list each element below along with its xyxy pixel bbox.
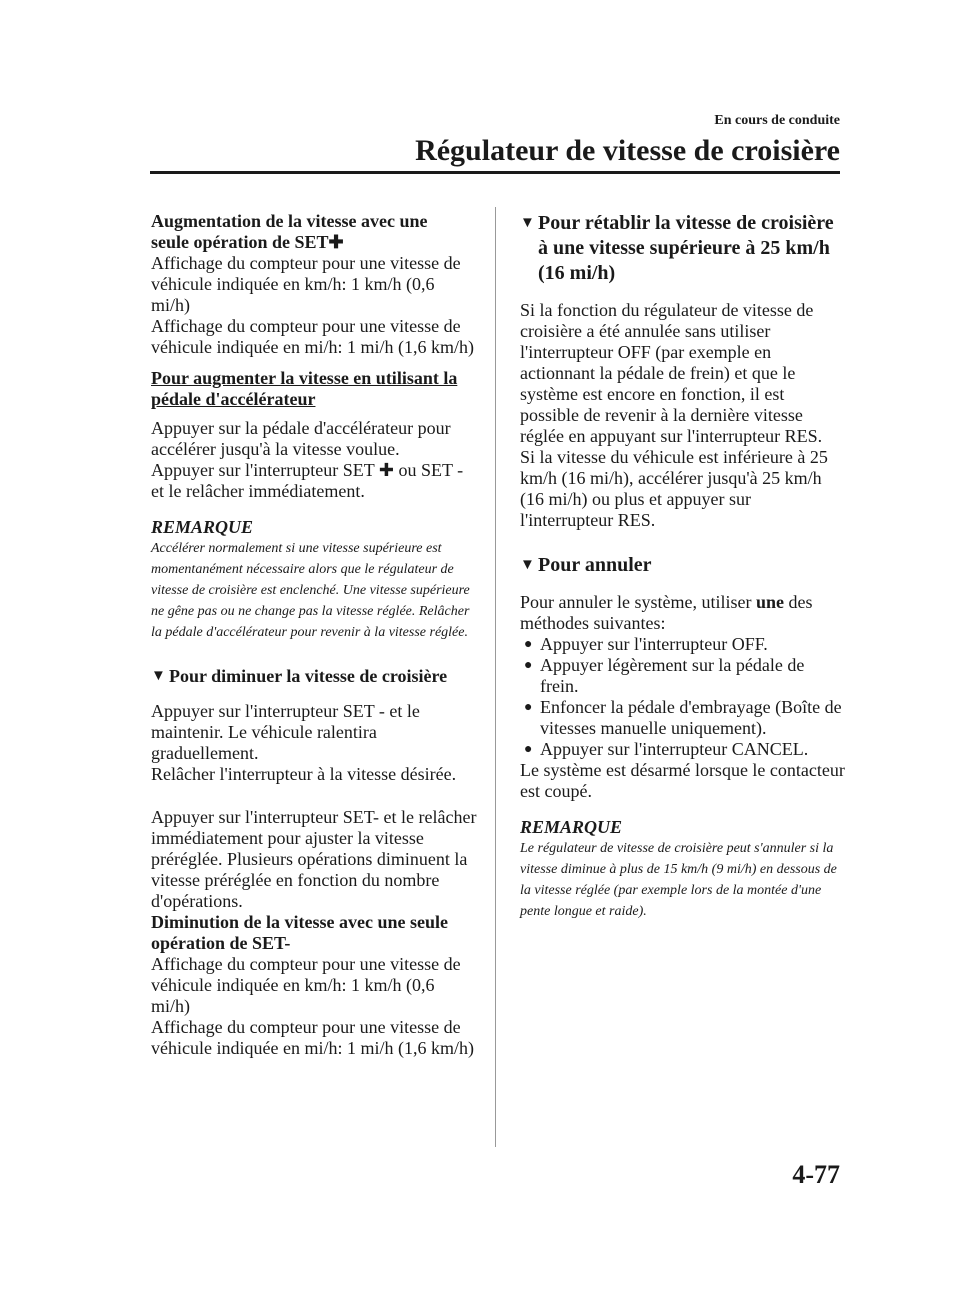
chapter-label: En cours de conduite: [714, 113, 840, 128]
restore-text-1: Si la fonction du régulateur de vitesse de croisière a été annulée sans utiliser l'interrupteur OFF (par exemple en actionnant la pédale de frein) et que le système est encore en fonction, il est possible de revenir à la dernière vitesse réglée en appuyant sur l'interrupteur RES.: [520, 300, 823, 446]
bullet-icon: ●: [524, 742, 533, 757]
page-number: 4-77: [792, 1160, 840, 1189]
cancel-after-text: Le système est désarmé lorsque le contacteur est coupé.: [520, 760, 845, 801]
header-rule: [150, 171, 840, 174]
list-item: ● Appuyer sur l'interrupteur CANCEL.: [524, 739, 809, 759]
bullet-icon: ●: [524, 658, 533, 673]
cancel-heading: ▼ Pour annuler: [520, 554, 652, 576]
accel-text-2: Appuyer sur l'interrupteur SET ✚ ou SET - et le relâcher immédiatement.: [151, 460, 464, 501]
decrease-mi-text: Affichage du compteur pour une vitesse de véhicule indiquée en mi/h: 1 mi/h (1,6 km/h): [151, 1017, 474, 1058]
decrease-text-2: Relâcher l'interrupteur à la vitesse désirée.: [151, 764, 457, 784]
page-header: [150, 112, 840, 170]
note-text: Accélérer normalement si une vitesse supérieure est momentanément nécessaire alors que le régulateur de vitesse de croisière est enclenché. Une vitesse supérieure ne gêne pas ou ne change pas la vitesse réglée. Relâcher la pédale d'accélérateur pour revenir à la vitesse réglée.: [151, 541, 470, 640]
note-text: Le régulateur de vitesse de croisière peut s'annuler si la vitesse diminue à plus de 15 km/h (9 mi/h) en dessous de la vitesse réglée (par exemple lors de la montée d'une pente longue et raide).: [520, 841, 837, 919]
increase-single-title: Augmentation de la vitesse avec une seule opération de SET✚: [151, 211, 428, 252]
plus-icon: ✚: [378, 460, 394, 480]
restore-heading: ▼ Pour rétablir la vitesse de croisière à une vitesse supérieure à 25 km/h (16 mi/h): [520, 212, 834, 284]
restore-text-2: Si la vitesse du véhicule est inférieure à 25 km/h (16 mi/h), accélérer jusqu'à 25 km/h (16 mi/h) ou plus et appuyer sur l'interrupteur RES.: [520, 447, 828, 530]
triangle-down-icon: ▼: [520, 215, 535, 231]
note-title: REMARQUE: [520, 817, 623, 837]
decrease-heading: ▼ Pour diminuer la vitesse de croisière: [151, 666, 448, 686]
triangle-down-icon: ▼: [520, 557, 535, 573]
plus-icon: ✚: [328, 232, 344, 252]
column-divider: [495, 207, 496, 1147]
cancel-methods-list: [520, 634, 845, 760]
list-item: ● Enfoncer la pédale d'embrayage (Boîte de vitesses manuelle uniquement).: [524, 697, 842, 738]
accel-text-1: Appuyer sur la pédale d'accélérateur pour accélérer jusqu'à la vitesse voulue.: [151, 418, 451, 459]
bullet-icon: ●: [524, 637, 533, 652]
cancel-intro: Pour annuler le système, utiliser une des méthodes suivantes:: [520, 592, 813, 633]
accel-heading: Pour augmenter la vitesse en utilisant la pédale d'accélérateur: [151, 368, 458, 409]
list-item: ● Appuyer sur l'interrupteur OFF.: [524, 634, 768, 654]
decrease-km-text: Affichage du compteur pour une vitesse de véhicule indiquée en km/h: 1 km/h (0,6 mi/h): [151, 954, 461, 1016]
bullet-icon: ●: [524, 700, 533, 715]
increase-km-text: Affichage du compteur pour une vitesse de véhicule indiquée en km/h: 1 km/h (0,6 mi/h): [151, 253, 461, 315]
decrease-text-1: Appuyer sur l'interrupteur SET - et le maintenir. Le véhicule ralentira graduellement.: [151, 701, 420, 763]
decrease-single-title: Diminution de la vitesse avec une seule opération de SET-: [151, 912, 448, 953]
triangle-down-icon: ▼: [151, 668, 166, 684]
increase-mi-text: Affichage du compteur pour une vitesse de véhicule indiquée en mi/h: 1 mi/h (1,6 km/h): [151, 316, 474, 357]
right-column: [520, 211, 845, 922]
list-item: ● Appuyer légèrement sur la pédale de frein.: [524, 655, 805, 696]
left-column: [151, 211, 477, 1059]
decrease-text-3: Appuyer sur l'interrupteur SET- et le relâcher immédiatement pour ajuster la vitesse préréglée. Plusieurs opérations diminuent la vitesse préréglée en fonction du nombre d'opérations.: [151, 807, 477, 911]
note-title: REMARQUE: [151, 517, 254, 537]
section-title: Régulateur de vitesse de croisière: [415, 134, 840, 167]
